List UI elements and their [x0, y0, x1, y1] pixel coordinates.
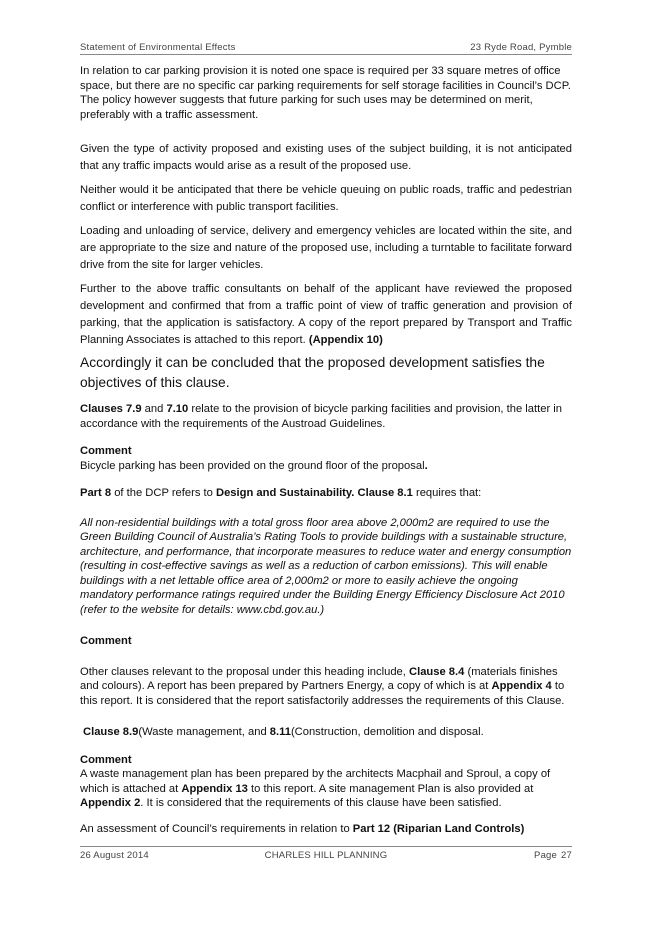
paragraph-loading: Loading and unloading of service, delivery and emergency vehicles are located within the site, and are appropriate to the size and nature of the proposed use, including a turntable to facilitate forward drive from the site for larger vehicles. — [80, 225, 572, 271]
paragraph-conclusion: Accordingly it can be concluded that the proposed development satisfies the objectives of this clause. — [80, 355, 545, 390]
paragraph-other-clauses: Other clauses relevant to the proposal under this heading include, Clause 8.4 (materials finishes and colours). A report has been prepared by Partners Energy, a copy of which is at Appendix 4 to this report. It is considered that the report satisfactorily addresses the requirements of this Clause. — [80, 665, 565, 707]
paragraph-bicycle-clauses: Clauses 7.9 and 7.10 relate to the provision of bicycle parking facilities and provision, the latter in accordance with the requirements of the Austroad Guidelines. — [80, 403, 562, 430]
quoted-policy-text: All non-residential buildings with a total gross floor area above 2,000m2 are required to use the Green Building Council of Australia’s Rating Tools to provide buildings with a sustainable structure, architecture, and performance, that incorporate measures to reduce water and energy consumption (resulting in cost-effective savings as well as a reduction of carbon emissions). This will enable buildings with a net lettable office area of 2,000m2 or more to easily achieve the ongoing mandatory performance ratings required under the Building Energy Efficiency Disclosure Act 2010 (refer to the website for details: www.cbd.gov.au.) — [80, 516, 572, 616]
appendix-10-reference: (Appendix 10) — [308, 334, 383, 346]
footer-firm-name: CHARLES HILL PLANNING — [264, 850, 388, 861]
paragraph-bicycle-comment: Bicycle parking has been provided on the ground floor of the proposal. — [80, 459, 428, 472]
paragraph-waste-management: A waste management plan has been prepared by the architects Macphail and Sproul, a copy of which is attached at Appendix 13 to this report. A site management Plan is also provided at Appendix 2. It is considered that the requirements of this clause have been satisfied. — [80, 768, 551, 809]
footer-page-number: Page 27 — [534, 850, 572, 861]
paragraph-vehicle-queuing: Neither would it be anticipated that there be vehicle queuing on public roads, traffic and pedestrian conflict or interference with public transport facilities. — [80, 184, 572, 213]
page-footer — [80, 846, 572, 861]
paragraph-riparian: An assessment of Council’s requirements in relation to Part 12 (Riparian Land Controls) — [80, 822, 525, 835]
paragraph-clause-8-9: Clause 8.9(Waste management, and 8.11(Construction, demolition and disposal. — [83, 726, 484, 738]
paragraph-car-parking: In relation to car parking provision it is noted one space is required per 33 square metres of office space, but there are no specific car parking requirements for self storage facilities in Council’s DCP. The policy however suggests that future parking for such uses may be determined on merit, preferably with a traffic assessment. — [80, 65, 571, 121]
comment-heading: Comment — [80, 753, 132, 766]
page-header — [80, 42, 572, 55]
comment-heading: Comment — [80, 445, 132, 457]
page-body — [80, 64, 572, 836]
footer-date: 26 August 2014 — [80, 850, 149, 861]
header-site-address: 23 Ryde Road, Pymble — [470, 42, 572, 53]
comment-heading: Comment — [80, 635, 132, 647]
paragraph-traffic-consultants: Further to the above traffic consultants on behalf of the applicant have reviewed the proposed development and confirmed that from a traffic point of view of traffic generation and provision of parking, that the application is satisfactory. A copy of the report prepared by Transport and Traffic Planning Associates is attached to this report. (Appendix 10) — [80, 283, 572, 346]
paragraph-traffic-impacts: Given the type of activity proposed and existing uses of the subject building, it is not anticipated that any traffic impacts would arise as a result of the proposed use. — [80, 143, 572, 172]
header-document-title: Statement of Environmental Effects — [80, 42, 236, 53]
paragraph-part-8: Part 8 of the DCP refers to Design and Sustainability. Clause 8.1 requires that: — [80, 487, 482, 499]
